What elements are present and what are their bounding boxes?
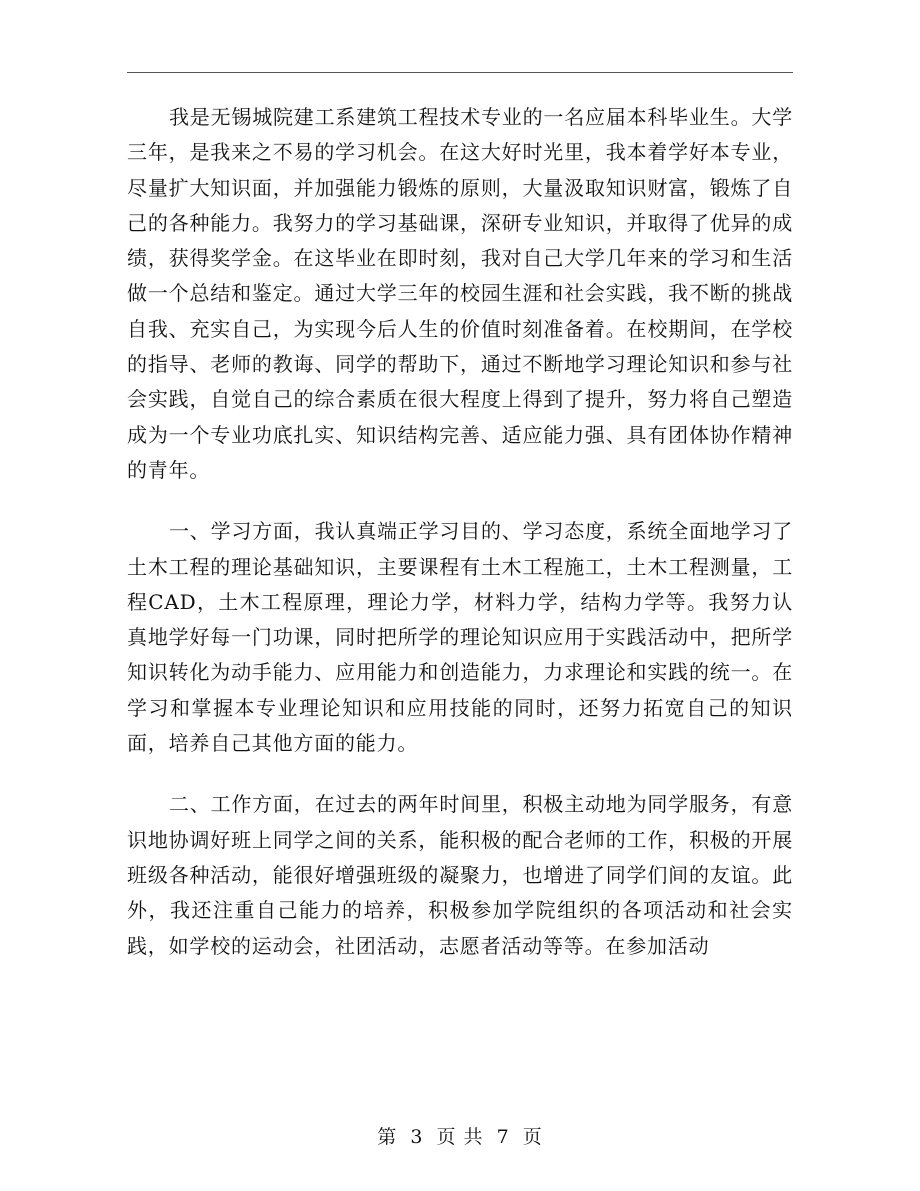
paragraph-study: 一、学习方面，我认真端正学习目的、学习态度，系统全面地学习了土木工程的理论基础知识，主要课程有土木工程施工，土木工程测量，工程CAD，土木工程原理，理论力学，材料力学，结构力学等。我努力认真地学好每一门功课，同时把所学的理论知识应用于实践活动中，把所学知识转化为动手能力、应用能力和创造能力，力求理论和实践的统一。在学习和掌握本专业理论知识和应用技能的同时，还努力拓宽自己的知识面，培养自己其他方面的能力。 [127,519,793,756]
page-label-suffix: 页 [522,1126,543,1148]
header-rule [127,72,793,73]
total-pages-number: 7 [496,1126,510,1148]
page-label-prefix: 第 [377,1126,398,1148]
page-footer [0,1122,920,1149]
paragraph-intro: 我是无锡城院建工系建筑工程技术专业的一名应届本科毕业生。大学三年，是我来之不易的学习机会。在这大好时光里，我本着学好本专业，尽量扩大知识面，并加强能力锻炼的原则，大量汲取知识财富，锻炼了自己的各种能力。我努力的学习基础课，深研专业知识，并取得了优异的成绩，获得奖学金。在这毕业在即时刻，我对自己大学几年来的学习和生活做一个总结和鉴定。通过大学三年的校园生涯和社会实践，我不断的挑战自我、充实自己，为实现今后人生的价值时刻准备着。在校期间，在学校的指导、老师的教诲、同学的帮助下，通过不断地学习理论知识和参与社会实践，自觉自己的综合素质在很大程度上得到了提升，努力将自己塑造成为一个专业功底扎实、知识结构完善、适应能力强、具有团体协作精神的青年。 [127,105,793,482]
current-page-number: 3 [410,1126,424,1148]
document-body [127,100,793,990]
paragraph-work: 二、工作方面，在过去的两年时间里，积极主动地为同学服务，有意识地协调好班上同学之间的关系，能积极的配合老师的工作，积极的开展班级各种活动，能很好增强班级的凝聚力，也增进了同学们间的友谊。此外，我还注重自己能力的培养，积极参加学院组织的各项活动和社会实践，如学校的运动会，社团活动，志愿者活动等等。在参加活动 [127,792,793,958]
page-label-mid: 页 共 [436,1126,484,1148]
